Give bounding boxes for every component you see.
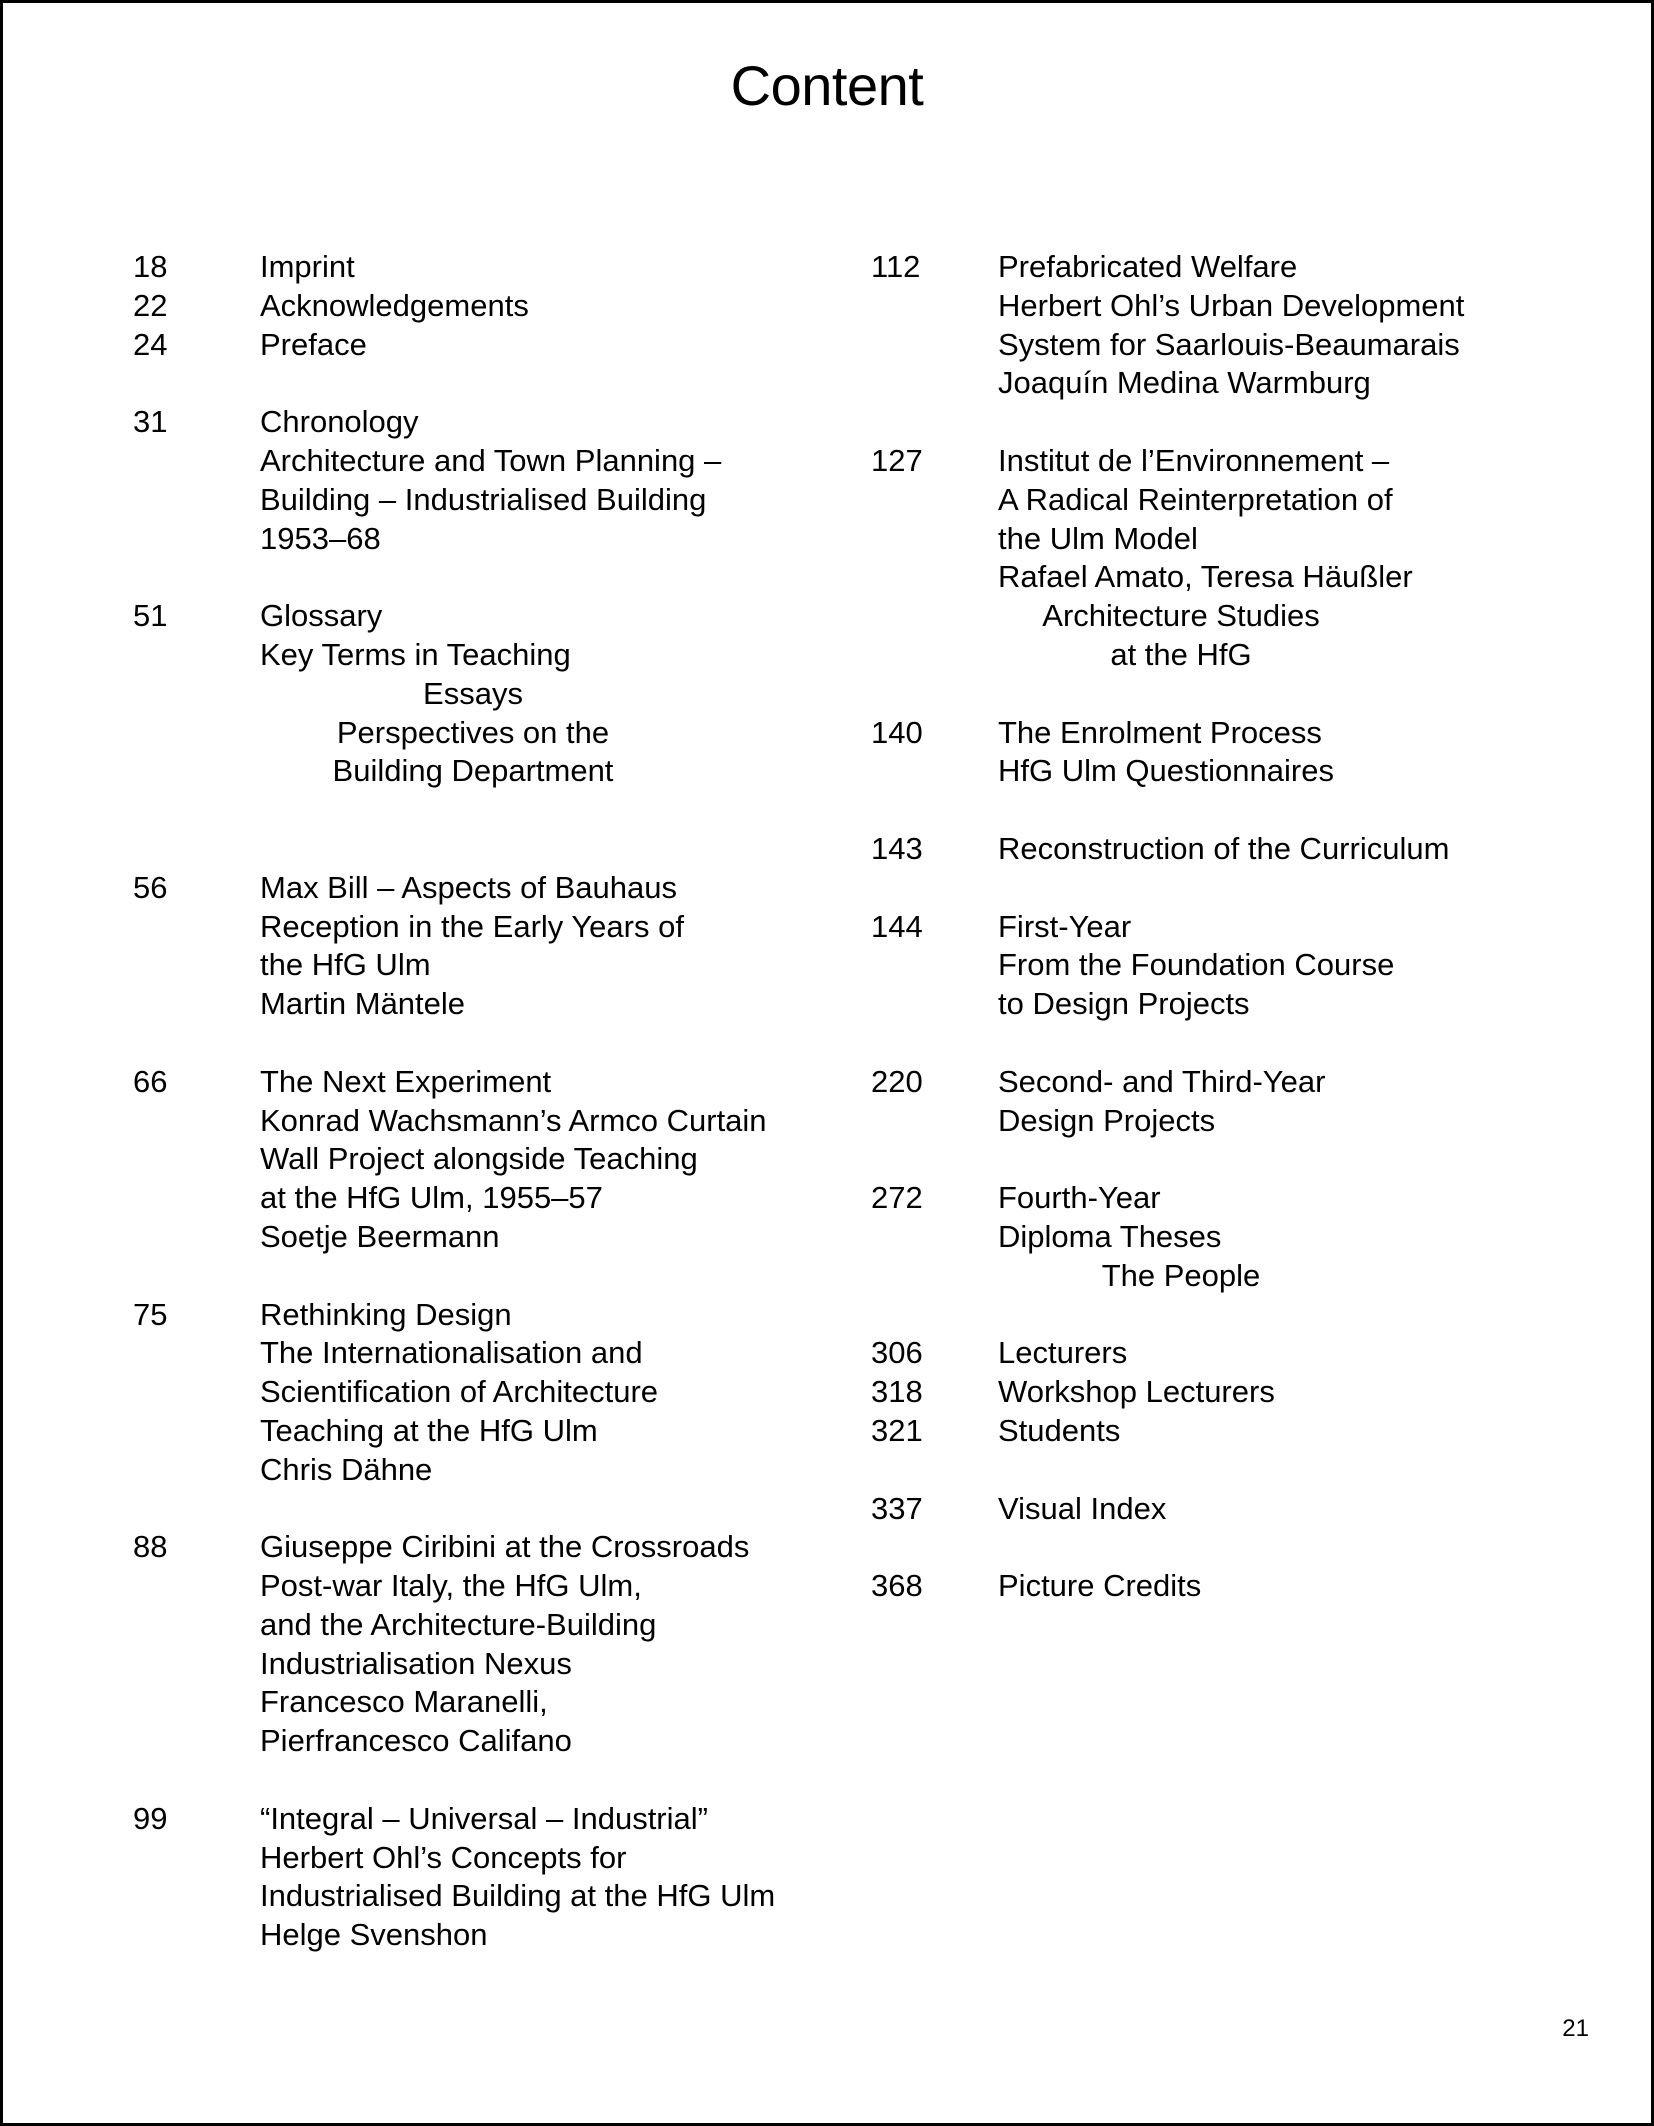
toc-entry	[871, 830, 1491, 869]
toc-entry	[871, 1334, 1491, 1373]
toc-entry	[133, 1800, 813, 1955]
toc-entry	[133, 403, 813, 558]
toc-page-number: 321	[871, 1412, 923, 1448]
toc-entry-text	[260, 1296, 813, 1490]
section-heading-line: The People	[1101, 1257, 1261, 1293]
toc-page-number: 272	[871, 1180, 923, 1216]
toc-entry-line: HfG Ulm Questionnaires	[998, 753, 1334, 789]
toc-entry-line: Herbert Ohl’s Concepts for	[260, 1839, 627, 1875]
toc-page-number: 24	[133, 326, 168, 362]
toc-entry-line: at the HfG Ulm, 1955–57	[260, 1180, 603, 1216]
toc-entry	[871, 1412, 1491, 1451]
toc-page-number: 220	[871, 1063, 923, 1099]
toc-entry	[133, 1528, 813, 1761]
toc-page-number: 140	[871, 714, 923, 750]
toc-entry-text	[998, 442, 1491, 597]
toc-entry-text	[260, 287, 813, 326]
toc-page-number: 318	[871, 1374, 923, 1410]
toc-entry-text	[260, 597, 813, 675]
toc-page-number: 75	[133, 1296, 168, 1332]
toc-entry	[133, 287, 813, 326]
toc-entry-title: Prefabricated Welfare	[998, 249, 1298, 284]
toc-page-number: 56	[133, 869, 168, 905]
toc-entry-line: The Internationalisation and	[260, 1335, 643, 1371]
toc-page-number: 88	[133, 1529, 168, 1565]
toc-entry-text	[998, 1179, 1491, 1257]
toc-entry-line: A Radical Reinterpretation of	[998, 481, 1393, 517]
toc-entry-text	[260, 1063, 813, 1257]
toc-page-number: 22	[133, 287, 168, 323]
toc-entry-line: 1953–68	[260, 520, 381, 556]
toc-entry-text	[998, 1412, 1491, 1451]
toc-page-number: 368	[871, 1568, 923, 1604]
toc-entry-text	[260, 869, 813, 1024]
toc-entry-title: Glossary	[260, 598, 383, 634]
section-heading-line: at the HfG	[1110, 636, 1252, 672]
toc-entry-line: Industrialised Building at the HfG Ulm	[260, 1878, 776, 1914]
toc-entry	[133, 1296, 813, 1490]
toc-entry-title: Acknowledgements	[260, 287, 529, 323]
toc-entry-title: First-Year	[998, 908, 1132, 944]
toc-entry-title: Workshop Lecturers	[998, 1374, 1275, 1410]
toc-entry-text	[260, 1800, 813, 1955]
toc-page-number: 306	[871, 1335, 923, 1371]
toc-entry-title: Visual Index	[998, 1490, 1167, 1526]
page-title: Content	[730, 54, 924, 117]
toc-entry-line: Pierfrancesco Califano	[260, 1723, 572, 1759]
toc-entry-title: The Enrolment Process	[998, 714, 1322, 750]
toc-entry-title: Giuseppe Ciribini at the Crossroads	[260, 1529, 750, 1565]
toc-entry	[871, 248, 1491, 403]
toc-entry-title: “Integral – Universal – Industrial”	[260, 1800, 708, 1836]
toc-entry-line: Rafael Amato, Teresa Häußler	[998, 559, 1413, 595]
section-heading	[871, 1257, 1491, 1296]
page-number: 21	[1562, 2015, 1589, 2042]
toc-entry-text	[998, 1373, 1491, 1412]
toc-entry-text	[998, 908, 1491, 1024]
toc-entry-line: Francesco Maranelli,	[260, 1684, 548, 1720]
toc-entry-title: Reconstruction of the Curriculum	[998, 830, 1450, 866]
toc-entry	[133, 869, 813, 1024]
toc-page-number: 112	[871, 249, 921, 284]
toc-entry-line: and the Architecture-Building	[260, 1606, 657, 1642]
toc-entry	[133, 326, 813, 365]
toc-entry	[871, 1490, 1491, 1529]
toc-entry-text	[998, 714, 1491, 792]
toc-entry-text	[998, 830, 1491, 869]
toc-entry-title: The Next Experiment	[260, 1063, 552, 1099]
toc-entry-line: Chris Dähne	[260, 1451, 433, 1487]
section-heading	[133, 675, 813, 791]
toc-entry-text	[998, 1063, 1491, 1141]
toc-entry-text	[260, 248, 813, 287]
toc-entry	[133, 1063, 813, 1257]
toc-entry-line: System for Saarlouis-Beaumarais	[998, 326, 1460, 362]
toc-entry-title: Rethinking Design	[260, 1296, 512, 1332]
toc-entry-text	[260, 1528, 813, 1761]
section-heading-line: Essays	[423, 675, 523, 711]
toc-entry-title: Chronology	[260, 404, 419, 440]
section-heading-line: Architecture Studies	[1042, 598, 1320, 634]
toc-page-number: 127	[871, 442, 923, 478]
toc-page-number: 99	[133, 1800, 168, 1836]
toc-entry-line: to Design Projects	[998, 986, 1250, 1022]
toc-entry	[871, 1063, 1491, 1141]
toc-entry-line: Reception in the Early Years of	[260, 908, 684, 944]
toc-entry	[871, 1373, 1491, 1412]
toc-right-column	[871, 248, 1491, 1645]
toc-entry	[871, 714, 1491, 792]
toc-entry-text	[260, 326, 813, 365]
toc-entry-title: Imprint	[260, 249, 355, 284]
toc-entry	[133, 248, 813, 287]
toc-entry-text	[260, 403, 813, 558]
toc-page-number: 51	[133, 598, 168, 634]
toc-entry	[871, 442, 1491, 597]
toc-entry	[871, 908, 1491, 1024]
toc-entry-line: Joaquín Medina Warmburg	[998, 365, 1371, 401]
toc-entry-text	[998, 1334, 1491, 1373]
toc-entry	[871, 1179, 1491, 1257]
toc-page-number: 31	[133, 404, 168, 440]
toc-entry-line: the HfG Ulm	[260, 947, 431, 983]
toc-entry-line: Building – Industrialised Building	[260, 481, 707, 517]
toc-entry	[871, 1567, 1491, 1606]
toc-entry-line: From the Foundation Course	[998, 947, 1395, 983]
toc-entry-title: Picture Credits	[998, 1568, 1202, 1604]
toc-entry-title: Lecturers	[998, 1335, 1128, 1371]
toc-left-column	[133, 248, 813, 1994]
toc-entry-line: Scientification of Architecture	[260, 1374, 659, 1410]
toc-entry-line: the Ulm Model	[998, 520, 1198, 556]
toc-page-number: 18	[133, 249, 168, 284]
toc-entry-title: Max Bill – Aspects of Bauhaus	[260, 869, 678, 905]
toc-entry-line: Diploma Theses	[998, 1218, 1222, 1254]
toc-entry-line: Post-war Italy, the HfG Ulm,	[260, 1568, 642, 1604]
toc-page-number: 144	[871, 908, 923, 944]
toc-entry-title: Second- and Third-Year	[998, 1063, 1326, 1099]
toc-entry-line: Martin Mäntele	[260, 986, 466, 1022]
toc-entry-line: Design Projects	[998, 1102, 1216, 1138]
toc-entry-text	[998, 1567, 1491, 1606]
toc-entry-line: Teaching at the HfG Ulm	[260, 1412, 598, 1448]
toc-entry-line: Konrad Wachsmann’s Armco Curtain	[260, 1102, 767, 1138]
section-heading	[871, 597, 1491, 675]
section-heading-line: Building Department	[332, 753, 614, 789]
toc-entry-title: Students	[998, 1412, 1121, 1448]
toc-entry-title: Fourth-Year	[998, 1180, 1161, 1216]
toc-entry-title: Preface	[260, 326, 367, 362]
toc-entry-line: Industrialisation Nexus	[260, 1645, 572, 1681]
toc-page-number: 337	[871, 1490, 923, 1526]
toc-entry-line: Key Terms in Teaching	[260, 636, 571, 672]
toc-entry-line: Architecture and Town Planning –	[260, 442, 722, 478]
toc-entry-text	[998, 248, 1491, 403]
toc-entry-line: Soetje Beermann	[260, 1218, 500, 1254]
toc-entry-line: Wall Project alongside Teaching	[260, 1141, 698, 1177]
toc-entry-title: Institut de l’Environnement –	[998, 442, 1390, 478]
toc-entry-line: Herbert Ohl’s Urban Development	[998, 287, 1465, 323]
toc-entry	[133, 597, 813, 675]
toc-page-number: 66	[133, 1063, 168, 1099]
spacer	[133, 830, 813, 869]
toc-entry-line: Helge Svenshon	[260, 1917, 488, 1953]
section-heading-line: Perspectives on the	[336, 714, 610, 750]
toc-entry-text	[998, 1490, 1491, 1529]
toc-page-number: 143	[871, 830, 923, 866]
